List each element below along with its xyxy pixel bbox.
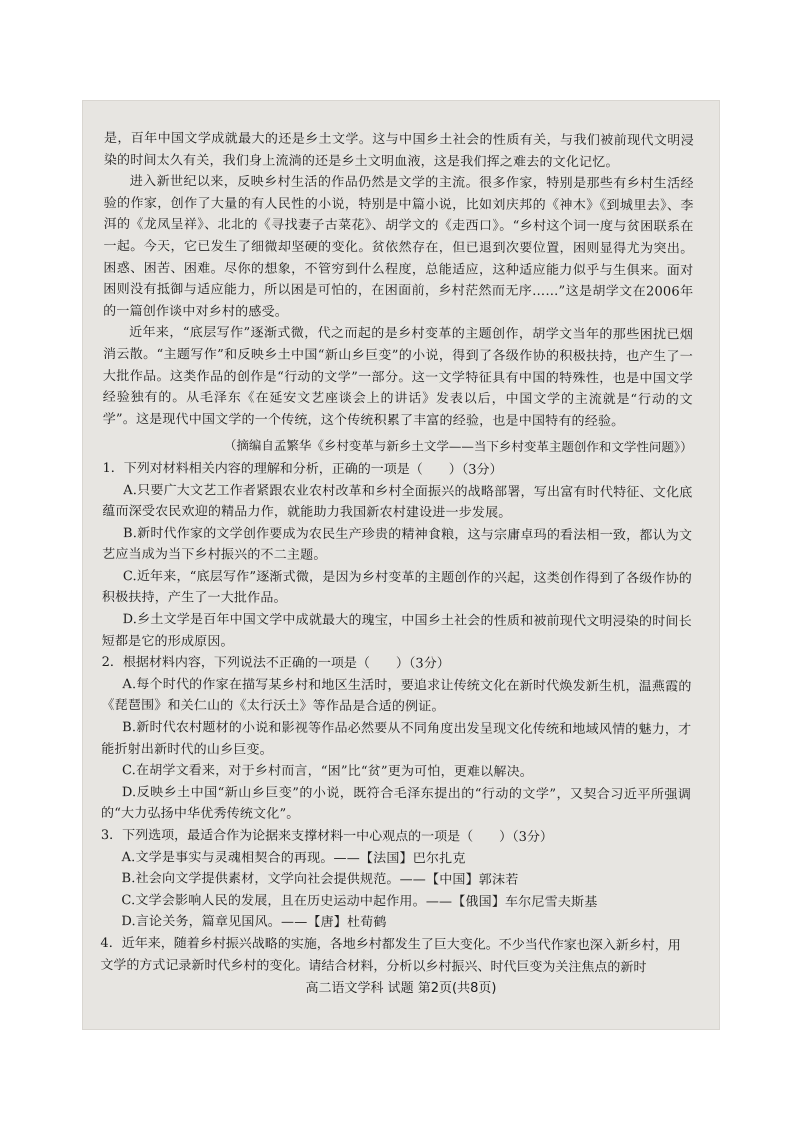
question-stem: 3．下列选项，最适合作为论据来支撑材料一中心观点的一项是（ ）（3分） (100, 827, 553, 845)
question-stem: 2．根据材料内容，下列说法不正确的一项是（ ）（3分） (101, 655, 450, 672)
passage-paragraph: 是，百年中国文学成就最大的还是乡土文学。这与中国乡土社会的性质有关，与我们被前现代文明浸染的时间太久有关，我们身上流淌的还是乡土文明血液，这是我们挥之难去的文化记忆。 (103, 130, 694, 170)
question-option: B.新时代农村题材的小说和影视等作品必然要从不同角度出发呈现文化传统和地域风情的魅力，才能折射出新时代的山乡巨变。 (101, 720, 692, 758)
reading-passage (103, 128, 694, 433)
question-3 (100, 825, 690, 936)
question-option: C.文学会影响人民的发展，且在历史运动中起作用。——【俄国】车尔尼雪夫斯基 (121, 892, 598, 910)
question-option: A.每个时代的作家在描写某乡村和地区生活时，要追求让传统文化在新时代焕发新生机，温燕霞的《琵琶围》和关仁山的《太行沃土》等作品是合适的例证。 (101, 676, 692, 715)
question-option: C.在胡学文看来，对于乡村而言，“困”比“贫”更为可怕，更难以解决。 (121, 763, 534, 781)
passage-source: （摘编自孟繁华《乡村变革与新乡土文学——当下乡村变革主题创作和文学性问题》） (223, 437, 693, 455)
question-option: A.文学是事实与灵魂相契合的再现。——【法国】巴尔扎克 (121, 849, 466, 867)
question-option: D.反映乡土中国“新山乡巨变”的小说，既符合毛泽东提出的“行动的文学”，又契合习近平所强调的“大力弘扬中华优秀传统文化”。 (100, 784, 692, 823)
passage-paragraph: 进入新世纪以来，反映乡村生活的作品仍然是文学的主流。很多作家，特别是那些有乡村生活经验的作家，创作了大量的有人民性的小说，特别是中篇小说，比如刘庆邦的《神木》《到城里去》、李洱的《龙凤呈祥》、北北的《寻找妻子古菜花》、胡学文的《走西口》。“乡村这个词一度与贫困联系在一起。今天，它已发生了细微却坚硬的变化。贫依然存在，但已退到次要位置，困则显得尤为突出。困惑、困苦、困难。尽你的想象，不管穷到什么程度，总能适应，这种适应能力似乎与生俱来。面对困则没有抵御与适应能力，所以困是可怕的，在困面前，乡村茫然而无序……”这是胡学文在2006年的一篇创作谈中对乡村的感受。 (103, 174, 694, 320)
question-stem: 4．近年来，随着乡村振兴战略的实施，各地乡村都发生了巨大变化。不少当代作家也深入新乡村，用文学的方式记录新时代乡村的变化。请结合材料，分析以乡村振兴、时代巨变为关注焦点的新时 (100, 935, 681, 975)
question-2 (101, 652, 692, 827)
page-content (100, 128, 694, 979)
question-option: B.社会向文学提供素材，文学向社会提供规范。——【中国】郭沫若 (121, 871, 519, 889)
question-list (100, 458, 692, 979)
passage-paragraph: 近年来，“底层写作”逐渐式微，代之而起的是乡村变革的主题创作，胡学文当年的那些困扰已烟消云散。“主题写作”和反映乡土中国“新山乡巨变”的小说，得到了各级作协的积极扶持，也产生了一大批作品。这类作品的创作是“行动的文学”一部分。这一文学特征具有中国的特殊性，也是中国文学经验独有的。从毛泽东《在延安文艺座谈会上的讲话》发表以后，中国文学的主流就是“行动的文学”。这是现代中国文学的一个传统，这个传统积累了丰富的经验，也是中国特有的经验。 (102, 325, 694, 429)
question-1 (102, 458, 693, 655)
question-option: D.言论关务，篇章见国风。——【唐】杜荀鹤 (121, 914, 387, 931)
question-stem: 1．下列对材料相关内容的理解和分析，正确的一项是（ ）（3分） (102, 460, 503, 478)
question-option: B.新时代作家的文学创作要成为农民生产珍贵的精神食粮，这与宗庸卓玛的看法相一致，都认为文艺应当成为当下乡村振兴的不二主题。 (102, 525, 693, 564)
exam-page (82, 100, 720, 1030)
question-option: D.乡土文学是百年中国文学中成就最大的瑰宝，中国乡土社会的性质和被前现代文明浸染的时间长短都是它的形成原因。 (101, 612, 692, 650)
question-4 (100, 933, 690, 979)
question-option: C.近年来，“底层写作”逐渐式微，是因为乡村变革的主题创作的兴起，这类创作得到了各级作协的积极扶持，产生了一大批作品。 (101, 568, 693, 607)
page-footer: 高二语文学科 试题 第2页(共8页) (305, 981, 497, 996)
question-option: A.只要广大文艺工作者紧跟农业农村改革和乡村全面振兴的战略部署，写出富有时代特征、文化底蕴而深受农民欢迎的精品力作，就能助力我国新农村建设进一步发展。 (102, 482, 693, 521)
